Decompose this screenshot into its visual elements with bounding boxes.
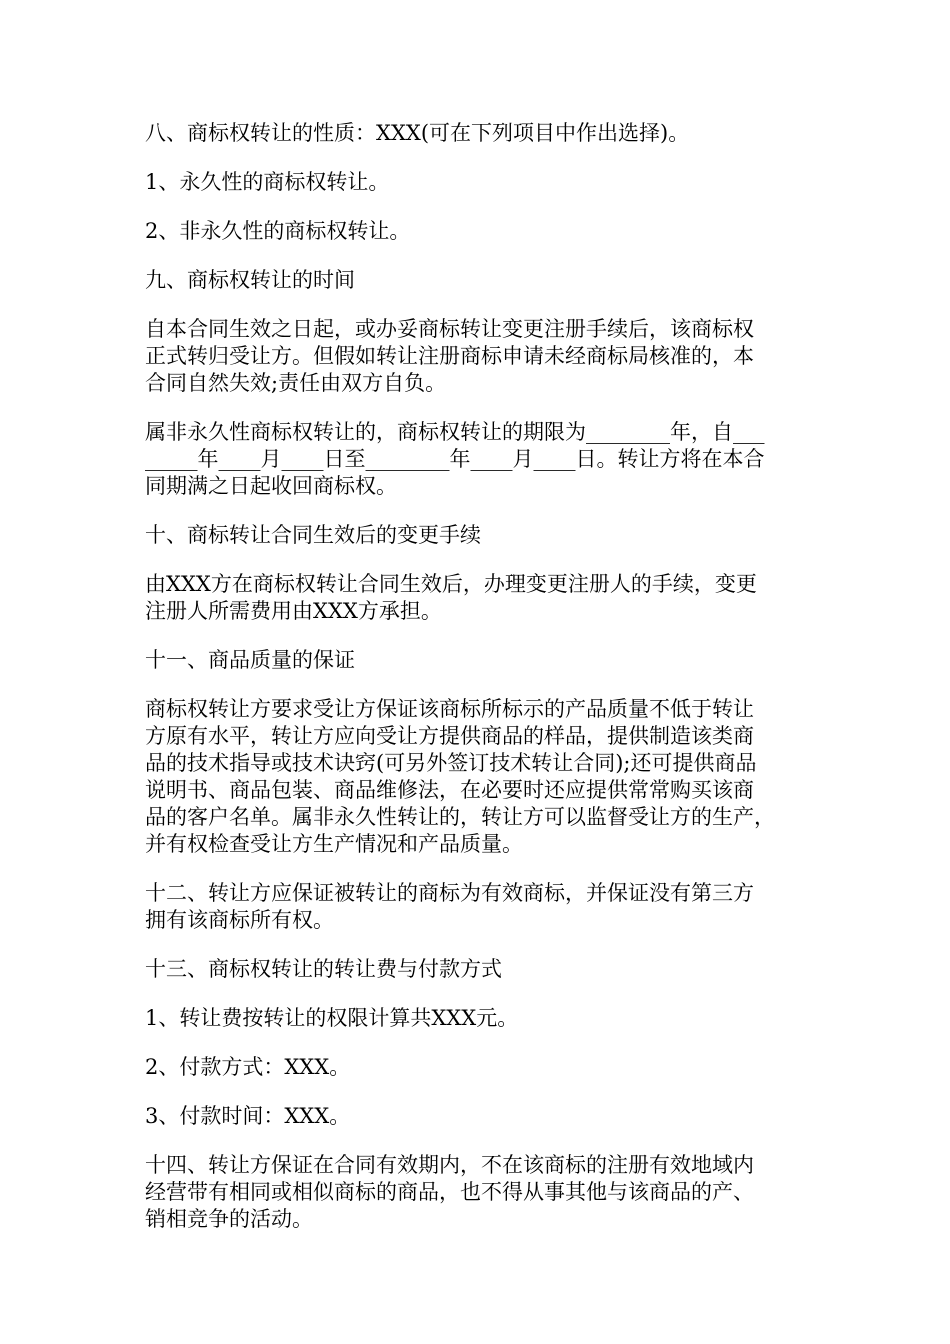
section-11-paragraph bbox=[145, 696, 825, 858]
section-8-heading: 八、商标权转让的性质：XXX(可在下列项目中作出选择)。 bbox=[145, 121, 690, 145]
text-line: 商标权转让方要求受让方保证该商标所标示的产品质量不低于转让 bbox=[145, 697, 754, 721]
text-line: 注册人所需费用由XXX方承担。 bbox=[145, 599, 442, 623]
section-13-heading: 十三、商标权转让的转让费与付款方式 bbox=[145, 957, 502, 981]
text-line: 同期满之日起收回商标权。 bbox=[145, 474, 397, 498]
section-10-heading: 十、商标转让合同生效后的变更手续 bbox=[145, 523, 481, 547]
text-line: 十四、转让方保证在合同有效期内，不在该商标的注册有效地域内 bbox=[145, 1153, 754, 1177]
section-13-item-1: 1、转让费按转让的权限计算共XXX元。 bbox=[145, 1006, 519, 1030]
section-14-paragraph bbox=[145, 1152, 825, 1233]
text-line: 经营带有相同或相似商标的商品，也不得从事其他与该商品的产、 bbox=[145, 1180, 754, 1204]
section-10-paragraph bbox=[145, 571, 825, 625]
section-8-option-2: 2、非永久性的商标权转让。 bbox=[145, 219, 411, 243]
text-line: 十二、转让方应保证被转让的商标为有效商标，并保证没有第三方 bbox=[145, 881, 754, 905]
text-line: 正式转归受让方。但假如转让注册商标申请未经商标局核准的，本 bbox=[145, 344, 754, 368]
text-line: 方原有水平，转让方应向受让方提供商品的样品，提供制造该类商 bbox=[145, 724, 754, 748]
section-12-paragraph bbox=[145, 880, 825, 934]
document-body bbox=[145, 120, 825, 1255]
text-line: 品的客户名单。属非永久性转让的，转让方可以监督受让方的生产， bbox=[145, 805, 775, 829]
section-8-option-1: 1、永久性的商标权转让。 bbox=[145, 170, 390, 194]
text-line: 合同自然失效;责任由双方自负。 bbox=[145, 371, 447, 395]
text-line: 由XXX方在商标权转让合同生效后，办理变更注册人的手续，变更 bbox=[145, 572, 757, 596]
text-line: 拥有该商标所有权。 bbox=[145, 908, 334, 932]
section-9-paragraph-2 bbox=[145, 419, 825, 500]
text-line: 自本合同生效之日起，或办妥商标转让变更注册手续后，该商标权 bbox=[145, 317, 754, 341]
text-line: _____年____月____日至________年____月____日。转让方将在本合 bbox=[145, 447, 765, 471]
text-line: 品的技术指导或技术诀窍(可另外签订技术转让合同);还可提供商品 bbox=[145, 751, 757, 775]
text-line: 并有权检查受让方生产情况和产品质量。 bbox=[145, 832, 523, 856]
text-line: 属非永久性商标权转让的，商标权转让的期限为________年，自___ bbox=[145, 420, 765, 444]
section-13-item-3: 3、付款时间：XXX。 bbox=[145, 1104, 351, 1128]
section-9-paragraph-1 bbox=[145, 316, 825, 397]
section-13-item-2: 2、付款方式：XXX。 bbox=[145, 1055, 351, 1079]
text-line: 说明书、商品包装、商品维修法，在必要时还应提供常常购买该商 bbox=[145, 778, 754, 802]
text-line: 销相竞争的活动。 bbox=[145, 1207, 313, 1231]
section-9-heading: 九、商标权转让的时间 bbox=[145, 268, 355, 292]
section-11-heading: 十一、商品质量的保证 bbox=[145, 648, 355, 672]
